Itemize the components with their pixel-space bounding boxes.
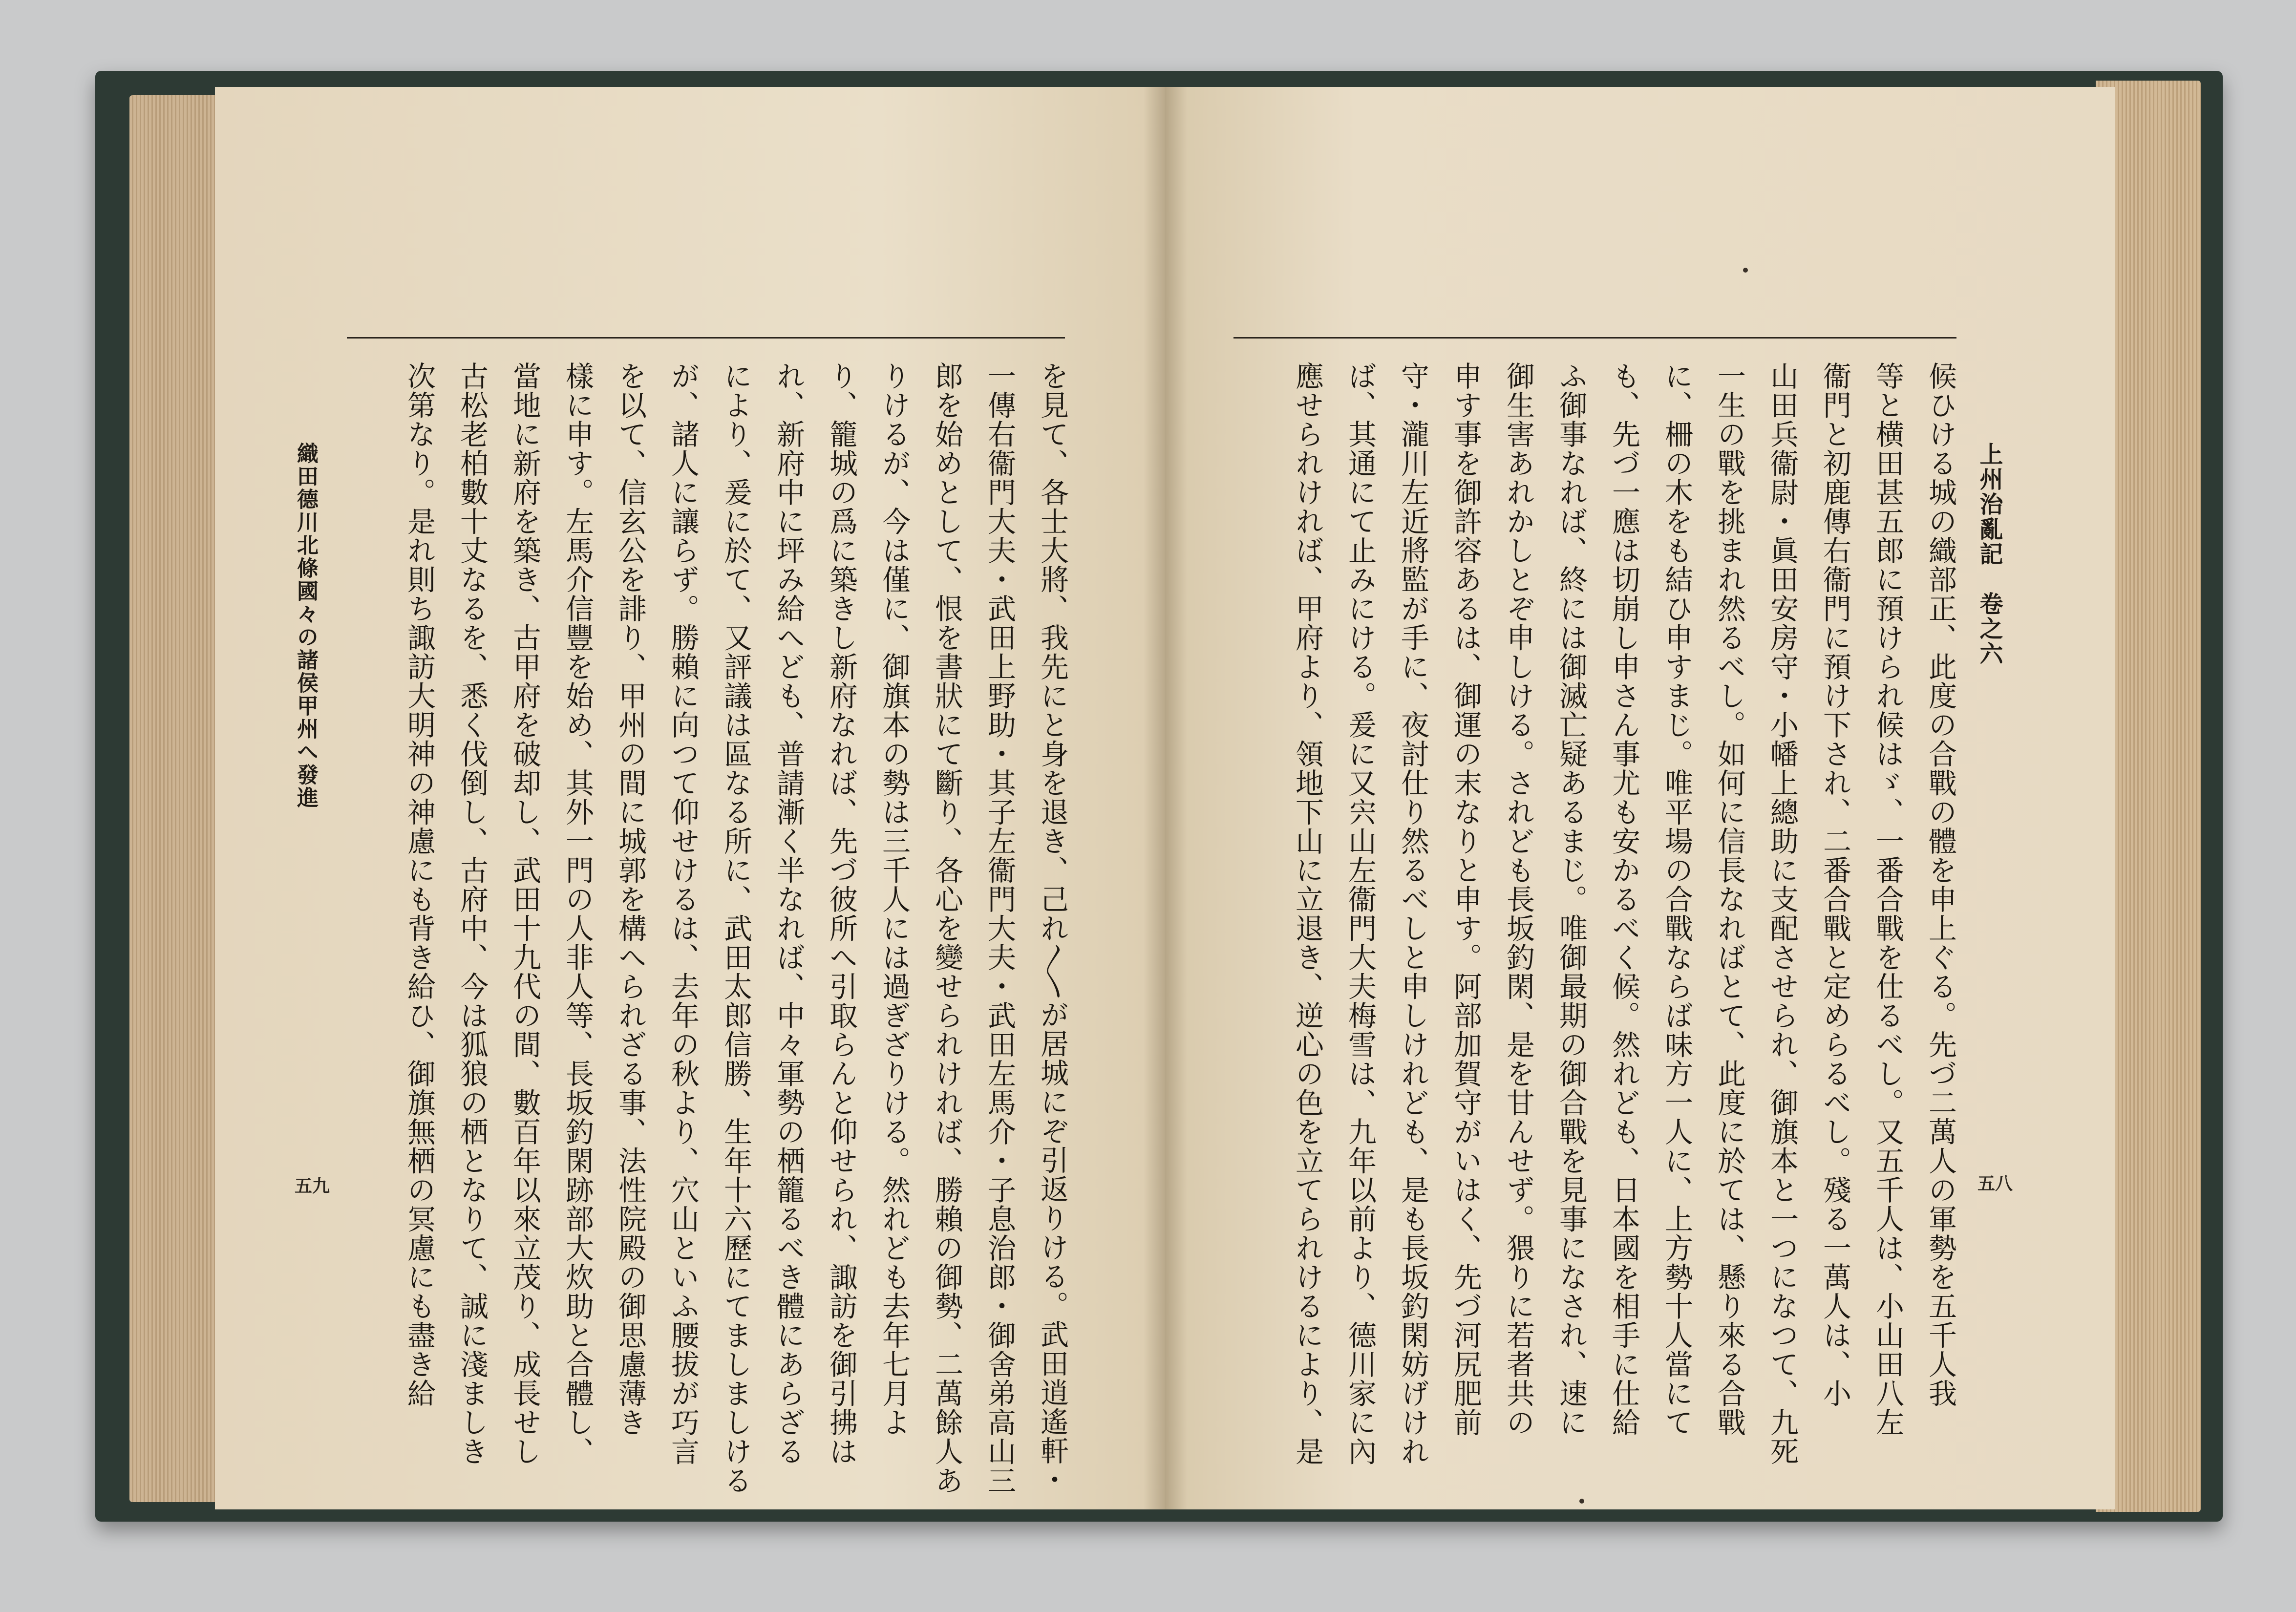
left-col-12: 古松老柏數十丈なるを、悉く伐倒し、古府中、今は狐狼の栖となりて、誠に淺ましき (455, 361, 489, 1466)
book-gutter (1143, 87, 1187, 1509)
right-col-11: 守・瀧川左近將監が手に、夜討仕り然るべしと申しけれども、是も長坂釣閑妨げけれ (1396, 361, 1429, 1466)
left-col-11: 當地に新府を築き、古甲府を破却し、武田十九代の間、數百年以來立茂り、成長せし (508, 361, 541, 1466)
right-col-13: 應せられければ、甲府より、領地下山に立退き、逆心の色を立てられけるにより、是 (1291, 361, 1324, 1466)
right-col-5: 一生の戰を挑まれ然るべし。如何に信長なればとて、此度に於ては、懸り來る合戰 (1713, 361, 1746, 1437)
page-edges-left (129, 95, 227, 1502)
left-col-10: 樣に申す。左馬介信豐を始め、其外一門の人非人等、長坂釣閑跡部大炊助と合體し、 (561, 361, 594, 1466)
right-col-1: 候ひける城の織部正、此度の合戰の體を申上ぐる。先づ二萬人の軍勢を五千人我 (1924, 361, 1957, 1408)
left-col-3: 郎を始めとして、恨を書狀にて斷り、各心を變せられければ、勝賴の御勢、二萬餘人あ (930, 361, 963, 1495)
right-col-7: も、先づ一應は切崩し申さん事尤も安かるべく候。然れども、日本國を相手に仕給 (1607, 361, 1640, 1437)
right-running-head: 上州治亂記 卷之六 (1976, 442, 2003, 666)
left-page-number: 五九 (295, 1176, 330, 1196)
left-col-5: り、籠城の爲に築きし新府なれば、先づ彼所へ引取らんと仰せられ、諏訪を御引拂は (825, 361, 858, 1466)
paper-speck (1743, 268, 1748, 273)
left-col-1: を見て、各士大將、我先にと身を退き、己れ〳〵が居城にぞ引返りける。武田逍遙軒・ (1036, 361, 1069, 1494)
right-col-12: ば、其通にて止みにける。爰に又宍山左衞門大夫梅雪は、九年以前より、德川家に內 (1343, 361, 1377, 1466)
right-col-6: に、柵の木をも結ひ申すまじ。唯平場の合戰ならば味方一人に、上方勢十人當にて (1660, 361, 1693, 1437)
right-page-rule (1233, 337, 1956, 339)
left-col-9: を以て、信玄公を誹り、甲州の間に城郭を構へられざる事、法性院殿の御思慮薄き (614, 361, 647, 1437)
right-col-3: 衞門と初鹿傳右衞門に預け下され、二番合戰と定めらるべし。殘る一萬人は、小 (1818, 361, 1851, 1408)
left-col-2: 一傳右衞門大夫・武田上野助・其子左衞門大夫・武田左馬介・子息治郎・御舍弟高山三 (983, 361, 1016, 1495)
right-col-10: 申す事を御許容あるは、御運の末なりと申す。阿部加賀守がいはく、先づ河尻肥前 (1449, 361, 1482, 1437)
right-col-2: 等と横田甚五郎に預けられ候はゞ、一番合戰を仕るべし。又五千人は、小山田八左 (1871, 361, 1904, 1437)
right-col-9: 御生害あれかしとぞ申しける。されども長坂釣閑、是を甘んせず。猥りに若者共の (1502, 361, 1535, 1437)
left-col-6: れ、新府中に坪み給へども、普請漸く半なれば、中々軍勢の栖籠るべき體にあらざる (772, 361, 805, 1466)
right-col-4: 山田兵衞尉・眞田安房守・小幡上總助に支配させられ、御旗本と一つになつて、九死 (1765, 361, 1799, 1466)
paper-speck (1579, 1499, 1584, 1504)
right-page-number: 五八 (1977, 1173, 2013, 1194)
left-page-rule (347, 337, 1065, 339)
left-col-8: が、諸人に讓らず。勝賴に向つて仰せけるは、去年の秋より、穴山といふ腰拔が巧言 (666, 361, 700, 1466)
right-col-8: ふ御事なれば、終には御滅亡疑あるまじ。唯御最期の御合戰を見事になされ、速に (1554, 361, 1588, 1437)
left-col-7: により、爰に於て、又評議は區なる所に、武田太郎信勝、生年十六歷にてましましける (719, 361, 752, 1495)
left-col-13: 次第なり。是れ則ち諏訪大明神の神慮にも背き給ひ、御旗無栖の冥慮にも盡き給 (403, 361, 436, 1408)
left-col-4: りけるが、今は僅に、御旗本の勢は三千人には過ぎざりける。然れども去年七月よ (877, 361, 911, 1437)
left-running-foot: 織田德川北條國々の諸侯甲州へ發進 (293, 442, 318, 809)
